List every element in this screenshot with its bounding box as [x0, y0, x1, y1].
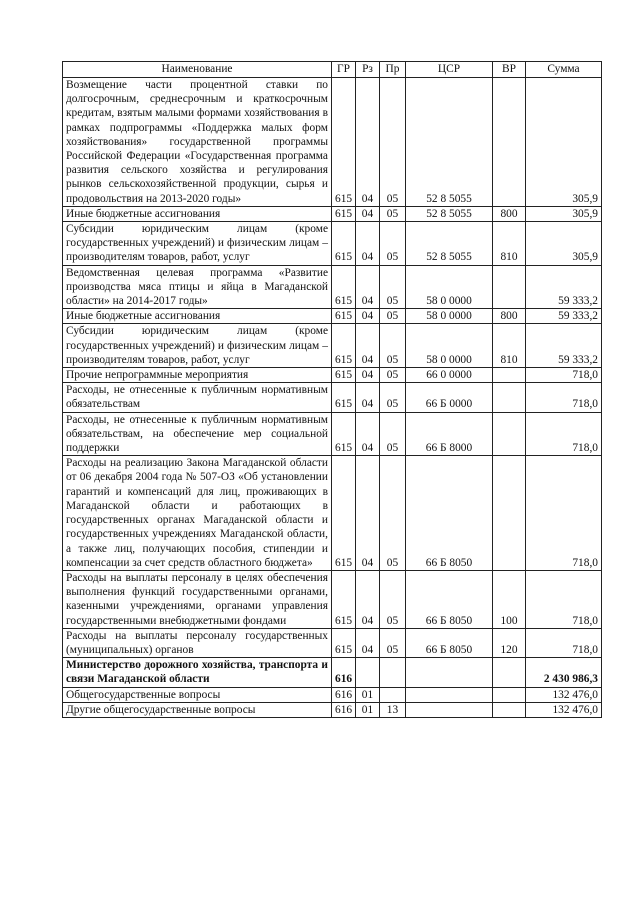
cell-csr: 58 0 0000	[406, 265, 493, 309]
header-sum: Сумма	[526, 62, 602, 78]
cell-sum: 305,9	[526, 222, 602, 266]
cell-name-line: Расходы на реализацию Закона Магаданской	[66, 457, 287, 470]
cell-vr: 810	[493, 324, 526, 368]
cell-name-line: учреждениями, органами управления	[130, 600, 328, 613]
cell-pr	[380, 687, 406, 702]
cell-sum: 59 333,2	[526, 324, 602, 368]
cell-sum: 59 333,2	[526, 265, 602, 309]
cell-vr	[493, 383, 526, 412]
cell-vr: 810	[493, 222, 526, 266]
cell-name	[63, 383, 332, 412]
cell-name-line: Иные бюджетные ассигнования	[66, 310, 221, 323]
cell-csr: 66 Б 8050	[406, 456, 493, 571]
table-row	[63, 383, 602, 412]
cell-name-line: товаров, работ, услуг	[147, 251, 250, 264]
cell-name-line: Субсидии юридическим лицам	[66, 223, 268, 236]
cell-pr: 05	[380, 265, 406, 309]
cell-name-line: в Магаданской области» на 2014-2017 годы»	[66, 280, 328, 308]
cell-sum: 718,0	[526, 628, 602, 657]
cell-sum: 132 476,0	[526, 702, 602, 717]
cell-name-line: нормативным обязательствам	[66, 384, 328, 411]
cell-gr: 615	[332, 368, 356, 383]
table-row	[63, 456, 602, 571]
cell-rz: 04	[356, 570, 380, 628]
cell-csr	[406, 702, 493, 717]
table-row	[63, 206, 602, 221]
cell-rz: 04	[356, 412, 380, 456]
cell-name	[63, 658, 332, 687]
cell-vr	[493, 456, 526, 571]
cell-pr: 05	[380, 570, 406, 628]
cell-sum: 718,0	[526, 570, 602, 628]
cell-vr	[493, 78, 526, 207]
cell-sum: 718,0	[526, 456, 602, 571]
cell-pr: 13	[380, 702, 406, 717]
cell-rz: 04	[356, 368, 380, 383]
cell-sum: 718,0	[526, 383, 602, 412]
cell-name-line: по долгосрочным, среднесрочным	[66, 79, 328, 106]
cell-csr	[406, 687, 493, 702]
cell-name-line: (кроме государственных учреждений)	[66, 223, 328, 250]
cell-rz: 04	[356, 309, 380, 324]
cell-name-line: Общегосударственные вопросы	[66, 688, 221, 701]
cell-name-line: производства мяса птицы и яйца	[66, 280, 244, 293]
cell-gr: 615	[332, 628, 356, 657]
cell-name	[63, 78, 332, 207]
table-row	[63, 309, 602, 324]
cell-rz: 01	[356, 702, 380, 717]
cell-pr: 05	[380, 456, 406, 571]
cell-sum: 718,0	[526, 368, 602, 383]
cell-rz: 04	[356, 206, 380, 221]
table-row	[63, 324, 602, 368]
cell-gr: 615	[332, 309, 356, 324]
cell-csr: 66 Б 8000	[406, 412, 493, 456]
cell-name-line: государственными органами, казенными	[66, 586, 328, 613]
cell-name-line: мер социальной поддержки	[66, 427, 328, 455]
cell-name-line: нормативным обязательствам, на обеспечение	[66, 413, 328, 440]
cell-name-line: и краткосрочным кредитам, взятым малыми	[66, 93, 328, 120]
cell-rz: 04	[356, 324, 380, 368]
table-row	[63, 658, 602, 687]
cell-name-line: стипендии и компенсации за счет средств	[66, 542, 328, 569]
cell-pr: 05	[380, 383, 406, 412]
cell-sum: 132 476,0	[526, 687, 602, 702]
cell-vr: 120	[493, 628, 526, 657]
cell-rz: 04	[356, 383, 380, 412]
cell-gr: 616	[332, 687, 356, 702]
table-row	[63, 570, 602, 628]
cell-name	[63, 206, 332, 221]
cell-name-line: областного бюджета»	[207, 556, 313, 569]
cell-csr: 66 Б 0000	[406, 383, 493, 412]
cell-name-line: Ведомственная целевая программа «Развитие	[66, 266, 328, 279]
cell-pr: 05	[380, 368, 406, 383]
budget-table	[62, 61, 602, 718]
cell-name-line: Иные бюджетные ассигнования	[66, 207, 221, 220]
cell-csr: 52 8 5055	[406, 222, 493, 266]
cell-vr: 800	[493, 206, 526, 221]
header-gr: ГР	[332, 62, 356, 78]
table-header-row	[63, 62, 602, 78]
cell-gr: 615	[332, 412, 356, 456]
cell-name	[63, 687, 332, 702]
cell-name-line: области, а также лиц, получающих пособия,	[66, 528, 328, 555]
cell-name-line: сельскохозяйственной продукции, сырья	[108, 178, 315, 191]
cell-sum: 59 333,2	[526, 309, 602, 324]
cell-csr: 66 Б 8050	[406, 628, 493, 657]
cell-name-line: государственными внебюджетными фондами	[66, 614, 287, 627]
cell-vr	[493, 658, 526, 687]
table-row	[63, 222, 602, 266]
cell-sum: 718,0	[526, 412, 602, 456]
cell-sum: 305,9	[526, 206, 602, 221]
table-row	[63, 368, 602, 383]
cell-name-line: Субсидии юридическим лицам	[66, 325, 268, 338]
cell-name-line: обеспечения выполнения функций	[66, 571, 328, 599]
cell-vr	[493, 265, 526, 309]
cell-name-line: (кроме государственных учреждений)	[66, 325, 328, 352]
cell-pr: 05	[380, 78, 406, 207]
cell-csr: 58 0 0000	[406, 309, 493, 324]
cell-name	[63, 368, 332, 383]
cell-name	[63, 628, 332, 657]
cell-vr: 800	[493, 309, 526, 324]
cell-gr: 616	[332, 658, 356, 687]
cell-name-line: «Об установлении гарантий и компенсаций	[66, 471, 328, 498]
table-row	[63, 687, 602, 702]
header-pr: Пр	[380, 62, 406, 78]
cell-name-line: Прочие непрограммные мероприятия	[66, 369, 249, 382]
header-vr: ВР	[493, 62, 526, 78]
cell-pr: 05	[380, 222, 406, 266]
cell-name-line: Расходы, не отнесенные к публичным	[66, 384, 257, 397]
cell-name-line: и государственных учреждениях Магаданской	[66, 514, 328, 541]
cell-csr	[406, 658, 493, 687]
cell-name-line: Расходы, не отнесенные к публичным	[66, 413, 257, 426]
cell-name	[63, 570, 332, 628]
cell-name-line: Российской Федерации «Государственная	[66, 150, 272, 163]
cell-rz: 04	[356, 456, 380, 571]
cell-csr: 52 8 5055	[406, 78, 493, 207]
cell-name-line: органах Магаданской области	[157, 514, 314, 527]
cell-vr: 100	[493, 570, 526, 628]
cell-pr: 05	[380, 412, 406, 456]
cell-gr: 615	[332, 78, 356, 207]
table-row	[63, 412, 602, 456]
cell-gr: 615	[332, 222, 356, 266]
cell-rz: 04	[356, 78, 380, 207]
cell-name	[63, 702, 332, 717]
table-row	[63, 628, 602, 657]
cell-gr: 615	[332, 265, 356, 309]
cell-sum: 2 430 986,3	[526, 658, 602, 687]
cell-rz: 04	[356, 222, 380, 266]
cell-name	[63, 309, 332, 324]
cell-pr: 05	[380, 628, 406, 657]
cell-rz: 01	[356, 687, 380, 702]
cell-csr: 52 8 5055	[406, 206, 493, 221]
cell-rz: 04	[356, 265, 380, 309]
cell-name	[63, 324, 332, 368]
cell-rz: 04	[356, 628, 380, 657]
cell-rz	[356, 658, 380, 687]
cell-name-line: Возмещение части процентной ставки	[66, 79, 299, 91]
cell-name-line: транспорта и связи Магаданской области	[66, 659, 328, 686]
cell-gr: 615	[332, 570, 356, 628]
cell-sum: 305,9	[526, 78, 602, 207]
table-row	[63, 78, 602, 207]
header-rz: Рз	[356, 62, 380, 78]
cell-name	[63, 412, 332, 456]
cell-gr: 615	[332, 383, 356, 412]
cell-name-line: и физическим лицам – производителям	[66, 339, 328, 366]
cell-name-line: для лиц, проживающих в Магаданской	[66, 485, 328, 512]
cell-name	[63, 265, 332, 309]
cell-pr: 05	[380, 324, 406, 368]
table-body	[63, 78, 602, 718]
cell-name-line: Расходы на выплаты персоналу в целях	[66, 571, 264, 584]
header-csr: ЦСР	[406, 62, 493, 78]
cell-vr	[493, 687, 526, 702]
table-row	[63, 702, 602, 717]
cell-name-line: и регулирования рынков	[66, 164, 328, 191]
cell-pr	[380, 658, 406, 687]
cell-name-line: Расходы на выплаты персоналу	[66, 629, 237, 642]
cell-pr: 05	[380, 206, 406, 221]
cell-vr	[493, 412, 526, 456]
cell-name	[63, 456, 332, 571]
cell-name-line: товаров, работ, услуг	[147, 353, 250, 366]
cell-name-line: и физическим лицам – производителям	[66, 237, 328, 264]
cell-csr: 66 0 0000	[406, 368, 493, 383]
cell-vr	[493, 702, 526, 717]
cell-name-line: формами хозяйствования в рамках	[66, 107, 328, 134]
cell-name-line: области и работающих в государственных	[66, 499, 328, 527]
cell-name-line: области от 06 декабря 2004 года № 507-ОЗ	[66, 457, 328, 484]
cell-name-line: Другие общегосударственные вопросы	[66, 703, 256, 716]
cell-name	[63, 222, 332, 266]
cell-gr: 615	[332, 456, 356, 571]
cell-name-line: государственных (муниципальных) органов	[66, 629, 328, 656]
cell-gr: 615	[332, 206, 356, 221]
cell-gr: 616	[332, 702, 356, 717]
cell-name-line: и продовольствия на 2013-2020 годы»	[66, 178, 328, 205]
table-row	[63, 265, 602, 309]
cell-name-line: хозяйствования» государственной программы	[66, 135, 328, 148]
cell-csr: 58 0 0000	[406, 324, 493, 368]
cell-name-line: программа развития сельского хозяйства	[66, 150, 328, 177]
cell-pr: 05	[380, 309, 406, 324]
cell-vr	[493, 368, 526, 383]
cell-name-line: подпрограммы «Поддержка малых форм	[109, 121, 328, 134]
header-name: Наименование	[63, 62, 332, 78]
cell-name-line: Министерство дорожного хозяйства,	[66, 659, 256, 672]
cell-csr: 66 Б 8050	[406, 570, 493, 628]
cell-gr: 615	[332, 324, 356, 368]
